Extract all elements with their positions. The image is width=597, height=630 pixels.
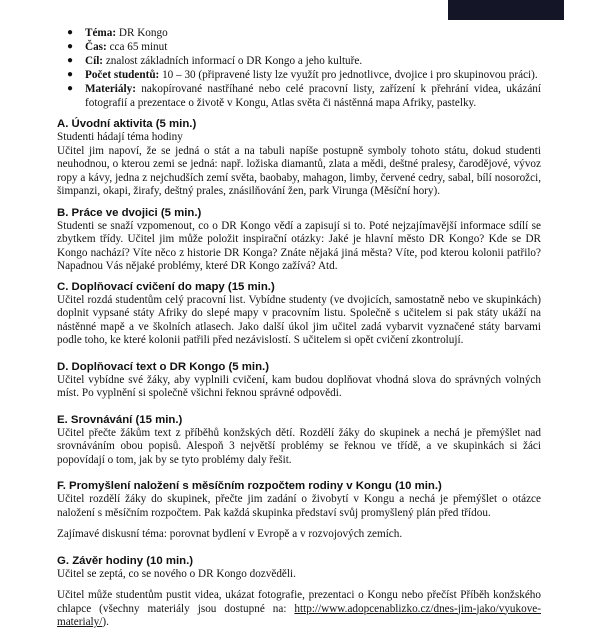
- section-c-text: Učitel rozdá studentům celý pracovní list. Vybídne studenty (ve dvojicích, samostatně nebo ve skupinkách) doplnit vypsané státy Afriky do slepé mapy v pracovním listu. Společně s učitelem si pak státy ukáží na nástěnné mapě a ve školních atlasech. Jako další úkol jim učitel zadá vybarvit vyznačené státy barvami podle toho, ke které kolonii patřili před nezávislostí. S učitelem si opět cvičení zkontrolují.: [57, 293, 541, 346]
- section-e-heading: E. Srovnávání (15 min.): [57, 413, 183, 426]
- header-image-strip: [448, 0, 564, 20]
- section-e: [57, 414, 541, 468]
- section-f-text: Učitel rozdělí žáky do skupinek, přečte jim zadání o živobytí v Kongu a nechá je přemýšlet o otázce naložení s měsíčním rozpočtem. Pak každá skupinka představí svůj promyšlený plán před třídou.: [57, 493, 541, 519]
- meta-item-time: ● Čas: cca 65 minut: [67, 41, 168, 53]
- section-a: [57, 118, 541, 199]
- section-d: [57, 361, 541, 401]
- section-b-heading: B. Práce ve dvojici (5 min.): [57, 206, 202, 219]
- section-g-text: Učitel se zeptá, co se nového o DR Kongo dozvěděli.: [57, 567, 296, 580]
- meta-item-students: ● Počet studentů: 10 – 30 (připravené listy lze využít pro jednotlivce, dvojice i pro skupinovou práci).: [67, 69, 538, 81]
- bullet-icon: ●: [67, 41, 74, 52]
- section-g-heading: G. Závěr hodiny (10 min.): [57, 554, 194, 567]
- section-e-text: Učitel přečte žákům text z příběhů konžských dětí. Rozdělí žáky do skupinek a nechá je přemýšlet nad srovnáváním obou popisů. Alespoň 3 největší problémy se řeknou ve třídě, a ve skupinkách si žáci popovídají o tom, jak by se tyto problémy daly řešit.: [57, 426, 541, 466]
- section-f: [57, 480, 541, 542]
- bullet-icon: ●: [67, 83, 74, 94]
- section-b-text: Studenti se snaží vzpomenout, co o DR Kongo vědí a zapisují si to. Poté nejzajímavější informace sdílí se zbytkem třídy. Učitel jim může položit inspirační otázky: Jaké je hlavní město DR Kongo? Kde se DR Kongo nachází? Víte něco z historie DR Konga? Znáte nějaká jiná města? Víte, pod kterou kolonii patřilo? Napadnou Vás nějaké problémy, které DR Kongo zažívá? Atd.: [57, 219, 541, 272]
- section-a-heading: A. Úvodní aktivita (5 min.): [57, 118, 197, 130]
- meta-item-topic: ● Téma: DR Kongo: [67, 27, 168, 39]
- section-a-text: Učitel jim napoví, že se jedná o stát a na tabuli napíše postupně symboly tohoto státu, dokud studenti neuhodnou, o kterou zemi se jedná: např. ložiska diamantů, zlata a mědi, deštné pralesy, čarodějové, vývoz ropy a kávy, jedna z nejchudších zemí světa, baobaby, mahagon, limby, červené cedry, sabal, bílí nosorožci, šimpanzi, okapi, žirafy, deštný prales, znásilňování žen, park Virunga (Měsíční hory).: [57, 144, 541, 197]
- lesson-meta-list: [57, 26, 541, 110]
- section-g-materials: Učitel může studentům pustit videa, ukázat fotografie, prezentaci o Kongu nebo přečíst Příběh konžského chlapce (všechny materiály jsou dostupné na: http://www.adopcenablizko.cz/dnes-jim-jako/vyukove-materialy/).: [57, 589, 541, 628]
- bullet-icon: ●: [67, 55, 74, 66]
- bullet-icon: ●: [67, 69, 74, 80]
- section-c: [57, 281, 541, 348]
- section-f-heading: F. Promyšlení naložení s měsíčním rozpočtem rodiny v Kongu (10 min.): [57, 480, 442, 492]
- meta-item-goal: ● Cíl: znalost základních informací o DR Kongo a jeho kultuře.: [67, 55, 363, 67]
- section-d-text: Učitel vybídne své žáky, aby vyplnili cvičení, kam budou doplňovat vhodná slova do správných volných míst. Po vyplnění si společně všichni řeknou správné odpovědi.: [57, 373, 541, 399]
- section-a-subtitle: Studenti hádají téma hodiny: [57, 131, 183, 143]
- section-d-heading: D. Doplňovací text o DR Kongo (5 min.): [57, 360, 269, 373]
- bullet-icon: ●: [67, 27, 74, 38]
- materials-link[interactable]: http://www.adopcenablizko.cz/dnes-jim-jako/vyukove-materialy/: [57, 602, 541, 628]
- section-f-discussion: Zajímavé diskusní téma: porovnat bydlení v Evropě a v rozvojových zemích.: [57, 528, 403, 540]
- section-b: [57, 207, 541, 274]
- meta-item-materials: ● Materiály: nakopírované nastříhané nebo celé pracovní listy, zařízení k přehrání videa, ukázání fotografií a prezentace o životě v Kongu, Atlas světa či nástěnná mapa Afriky, pastelky.: [67, 83, 541, 109]
- section-c-heading: C. Doplňovací cvičení do mapy (15 min.): [57, 280, 275, 293]
- lesson-plan-document: [57, 26, 541, 630]
- section-g: [57, 555, 541, 630]
